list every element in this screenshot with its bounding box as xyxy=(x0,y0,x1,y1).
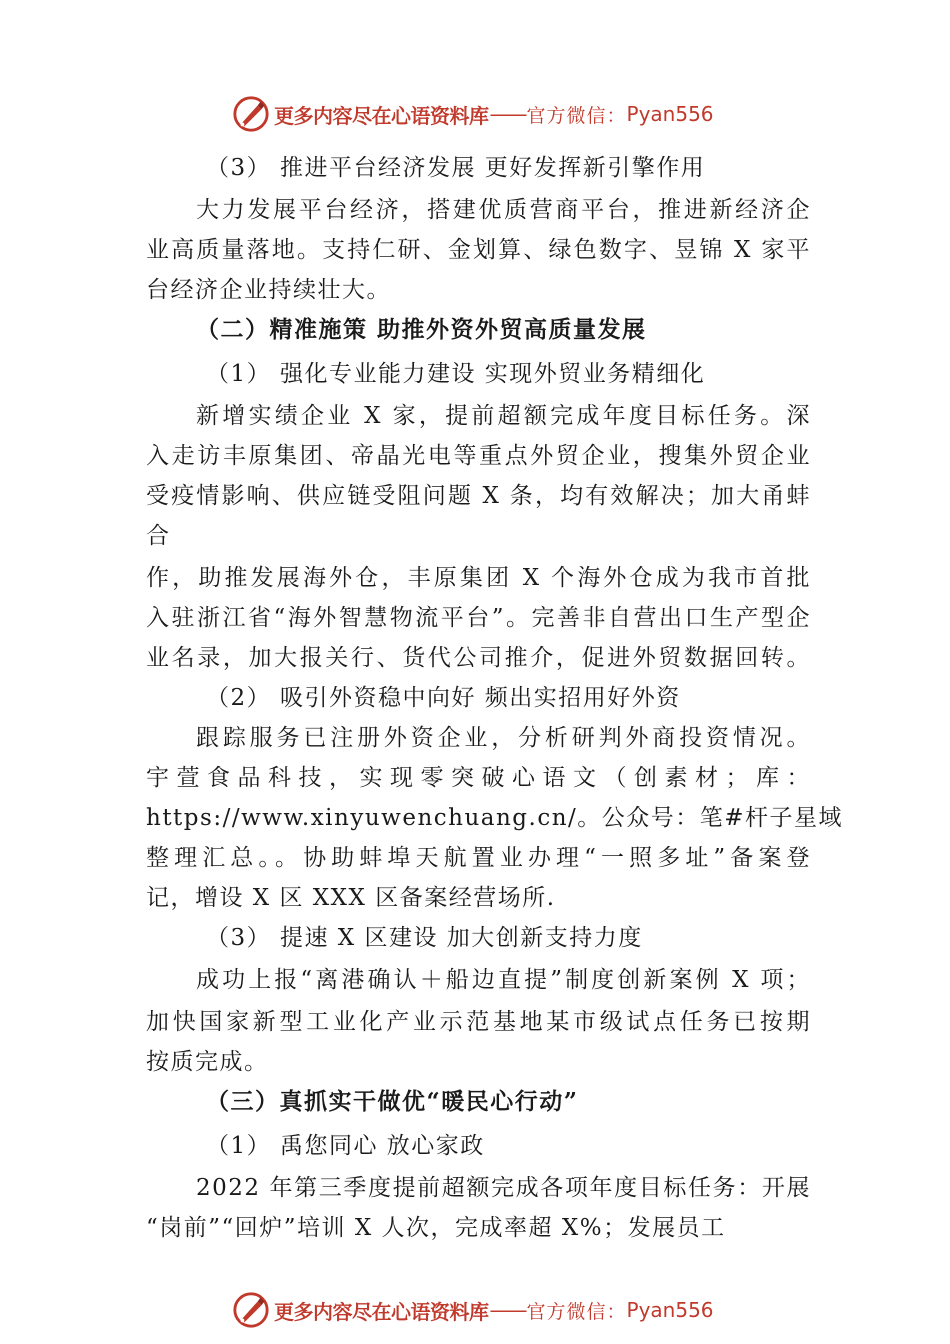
paragraph-line: 记，增设 X 区 XXX 区备案经营场所. xyxy=(146,885,556,911)
paragraph-line: “岗前”“回炉”培训 X 人次，完成率超 X%；发展员工 xyxy=(146,1215,726,1241)
paragraph-line: 2022 年第三季度提前超额完成各项年度目标任务：开展 xyxy=(196,1175,811,1201)
paragraph-line: 新增实绩企业 X 家，提前超额完成年度目标任务。深 xyxy=(196,403,811,429)
banner-title: 更多内容尽在心语资料库 xyxy=(274,103,489,128)
paragraph-line: 入走访丰原集团、帝晶光电等重点外贸企业，搜集外贸企业 xyxy=(146,443,811,469)
subheading-1-housekeeping: （1） 禹您同心 放心家政 xyxy=(206,1133,485,1159)
banner-wechat-id: Pyan556 xyxy=(626,1298,714,1322)
paragraph-line: 业名录，加大报关行、货代公司推介，促进外贸数据回转。 xyxy=(146,645,811,671)
pen-logo-icon xyxy=(232,95,270,133)
paragraph-line: 整理汇总。。协助蚌埠天航置业办理“一照多址”备案登 xyxy=(146,845,811,871)
header-banner xyxy=(232,94,714,134)
paragraph-line: 受疫情影响、供应链受阻问题 X 条，均有效解决；加大甬蚌 xyxy=(146,483,811,509)
banner-wechat-label: 官方微信： xyxy=(526,104,627,127)
paragraph-line: 成功上报“离港确认＋船边直提”制度创新案例 X 项； xyxy=(196,967,811,993)
paragraph-line: 大力发展平台经济，搭建优质营商平台，推进新经济企 xyxy=(196,197,811,223)
banner-dash: —— xyxy=(489,102,526,126)
footer-banner xyxy=(232,1290,714,1330)
subheading-3-zone: （3） 提速 X 区建设 加大创新支持力度 xyxy=(206,925,643,951)
paragraph-line: 跟踪服务已注册外资企业，分析研判外商投资情况。 xyxy=(196,725,811,751)
paragraph-line: 加快国家新型工业化产业示范基地某市级试点任务已按期 xyxy=(146,1009,811,1035)
pen-logo-icon xyxy=(232,1291,270,1329)
banner-wechat-id: Pyan556 xyxy=(626,102,714,126)
paragraph-line: 作，助推发展海外仓，丰原集团 X 个海外仓成为我市首批 xyxy=(146,565,811,591)
paragraph-line: 入驻浙江省“海外智慧物流平台”。完善非自营出口生产型企 xyxy=(146,605,811,631)
banner-title: 更多内容尽在心语资料库 xyxy=(274,1299,489,1324)
section-heading-3: （三）真抓实干做优“暖民心行动” xyxy=(206,1088,579,1115)
paragraph-line-url: https://www.xinyuwenchuang.cn/。公众号：笔#杆子星域 xyxy=(146,805,844,831)
banner-dash: —— xyxy=(489,1298,526,1322)
subheading-3-platform: （3） 推进平台经济发展 更好发挥新引擎作用 xyxy=(206,155,706,181)
banner-wechat-label: 官方微信： xyxy=(526,1300,627,1323)
paragraph-line: 业高质量落地。支持仁研、金划算、绿色数字、昱锦 X 家平 xyxy=(146,237,811,263)
paragraph-line: 台经济企业持续壮大。 xyxy=(146,277,391,303)
paragraph-line: 合 xyxy=(146,523,171,549)
paragraph-line: 按质完成。 xyxy=(146,1049,269,1075)
paragraph-line: 宇萱食品科技，实现零突破心语文（创素材；库： xyxy=(146,765,811,791)
subheading-2-foreign-investment: （2） 吸引外资稳中向好 频出实招用好外资 xyxy=(206,685,681,711)
subheading-1-foreign-trade: （1） 强化专业能力建设 实现外贸业务精细化 xyxy=(206,361,706,387)
section-heading-2: （二）精准施策 助推外资外贸高质量发展 xyxy=(196,316,647,343)
